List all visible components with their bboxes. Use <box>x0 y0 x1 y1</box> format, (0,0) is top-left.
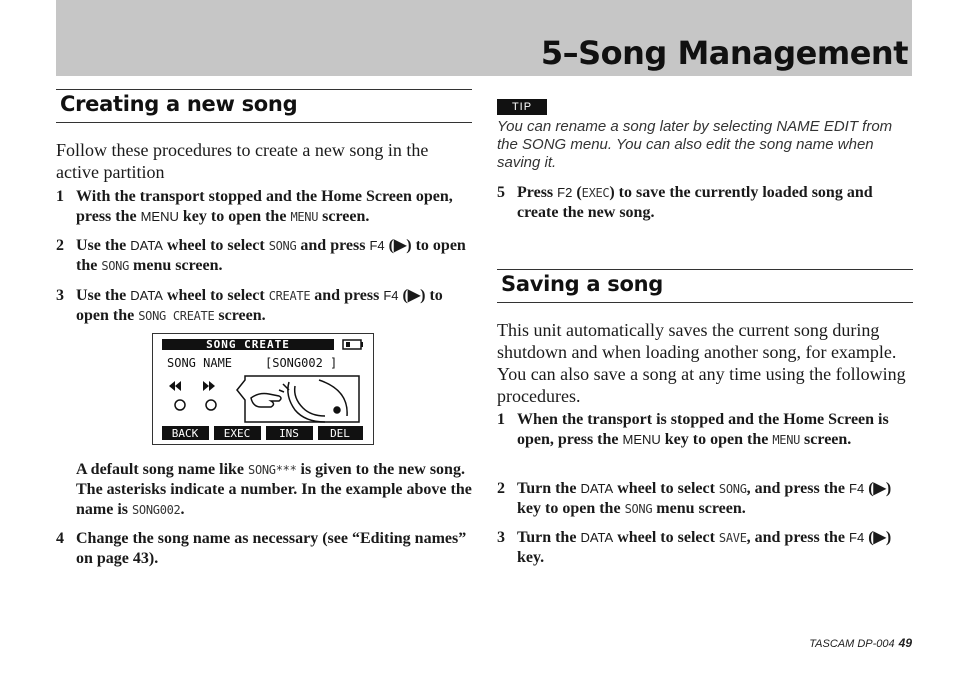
lcd-field-value: [SONG002 ] <box>265 356 338 370</box>
song-create-lcd-screen <box>152 333 374 445</box>
f4-key-label: F4 <box>369 238 385 253</box>
lcd-text: SONG <box>101 259 130 273</box>
creating-intro: Follow these procedures to create a new song in the active partition <box>56 140 429 182</box>
f2-key-label: F2 <box>557 185 573 200</box>
saving-intro: This unit automatically saves the current song during shutdown and when loading another song, for example. You can also save a song at any time using the following procedures. <box>497 320 906 406</box>
creating-step-2: 2 Use the DATA wheel to select SONG and press F4 (▶) to open the SONG menu screen. <box>56 237 466 274</box>
creating-step-1: 1 With the transport stopped and the Home Screen open, press the MENU key to open the MENU screen. <box>56 188 453 225</box>
lcd-text: SONG*** <box>248 463 297 477</box>
lcd-circle-icon <box>175 400 185 410</box>
lcd-screen-graphic <box>153 334 373 444</box>
lcd-circle-icon <box>206 400 216 410</box>
lcd-title: SONG CREATE <box>206 338 290 351</box>
page-number: 49 <box>898 636 912 650</box>
tip-text: You can rename a song later by selecting NAME EDIT from the SONG menu. You can also edit the song name when saving it. <box>497 118 893 171</box>
creating-step-3: 3 Use the DATA wheel to select CREATE and press F4 (▶) to open the SONG CREATE screen. <box>56 287 443 324</box>
saving-step-1: 1 When the transport is stopped and the Home Screen is open, press the MENU key to open the MENU screen. <box>497 411 889 448</box>
data-key-label: DATA <box>580 530 614 545</box>
data-key-label: DATA <box>130 238 163 253</box>
default-name-note: A default song name like SONG*** is given to the new song. The asterisks indicate a number. In the example above the name is SONG002. <box>76 461 472 518</box>
menu-key-label: MENU <box>622 432 661 447</box>
save-illustration-icon <box>237 376 359 422</box>
section-heading-saving: Saving a song <box>497 269 913 303</box>
fast-forward-icon <box>203 381 215 391</box>
battery-icon <box>343 340 363 349</box>
lcd-text: MENU <box>290 210 319 224</box>
section-heading-creating: Creating a new song <box>56 89 472 123</box>
data-key-label: DATA <box>130 288 163 303</box>
saving-step-3: 3 Turn the DATA wheel to select SAVE, and press the F4 (▶) key. <box>497 529 892 566</box>
page-footer <box>809 636 912 650</box>
lcd-text: SONG <box>718 482 747 496</box>
lcd-back-button: BACK <box>171 427 199 440</box>
lcd-text: SONG002 <box>132 503 181 517</box>
tip-badge: TIP <box>497 99 547 115</box>
f4-key-label: F4 <box>849 530 865 545</box>
data-key-label: DATA <box>580 481 614 496</box>
lcd-text: CREATE <box>268 289 311 303</box>
f4-key-label: F4 <box>383 288 399 303</box>
lcd-text: EXEC <box>581 186 610 200</box>
lcd-function-buttons <box>162 426 363 440</box>
saving-step-2: 2 Turn the DATA wheel to select SONG, and press the F4 (▶) key to open the SONG menu screen. <box>497 480 892 517</box>
lcd-text: MENU <box>772 433 801 447</box>
lcd-text: SONG <box>624 502 653 516</box>
creating-step-4: 4 Change the song name as necessary (see “Editing names” on page 43). <box>56 530 467 567</box>
lcd-field-label: SONG NAME <box>167 356 233 370</box>
f4-key-label: F4 <box>849 481 865 496</box>
lcd-text: SONG CREATE <box>138 309 215 323</box>
menu-key-label: MENU <box>140 209 179 224</box>
chapter-title: 5–Song Management <box>540 34 908 72</box>
footer-brand: TASCAM DP-004 <box>809 638 895 650</box>
lcd-exec-button: EXEC <box>223 427 251 440</box>
lcd-del-button: DEL <box>330 427 350 440</box>
creating-step-5: 5 Press F2 (EXEC) to save the currently loaded song and create the new song. <box>497 184 873 221</box>
lcd-text: SONG <box>268 239 297 253</box>
lcd-text: SAVE <box>718 531 747 545</box>
rewind-icon <box>169 381 181 391</box>
lcd-ins-button: INS <box>279 427 299 440</box>
